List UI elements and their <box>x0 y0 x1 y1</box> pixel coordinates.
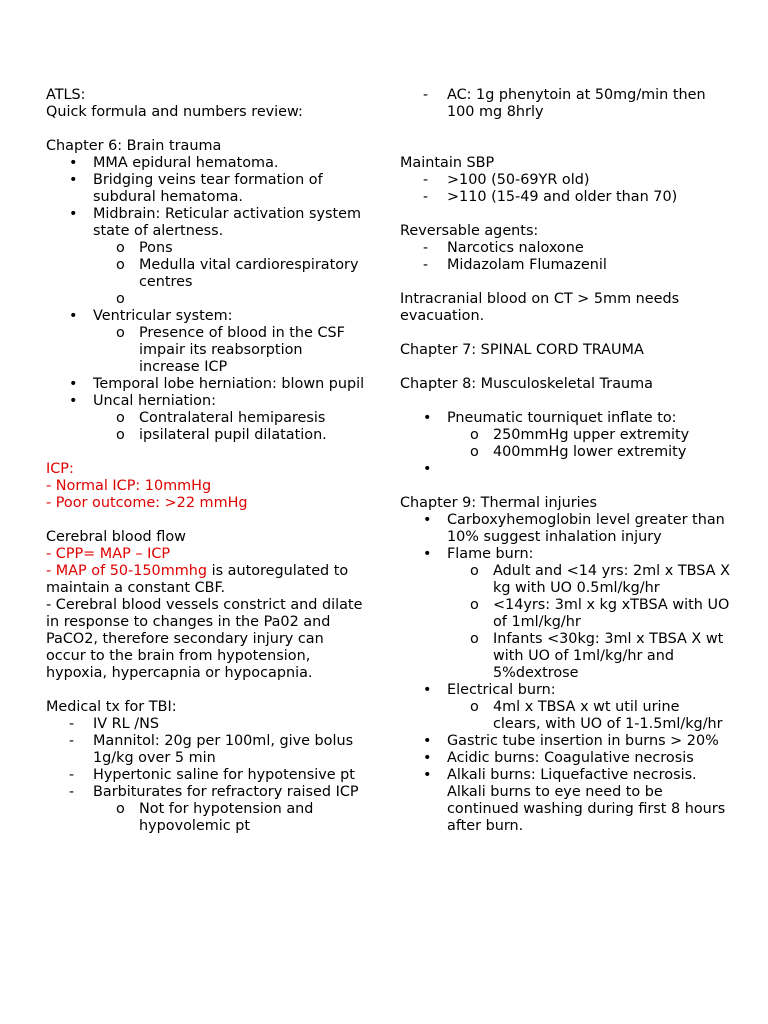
icp-normal: - Normal ICP: 10mmHg <box>46 478 212 494</box>
sub-list-item: o Adult and <14 yrs: 2ml x TBSA X kg with UO 0.5ml/kg/hr <box>470 563 730 596</box>
sub-list-item: o Not for hypotension and hypovolemic pt <box>116 801 314 834</box>
list-item: • Uncal herniation: <box>69 393 216 409</box>
list-item: - AC: 1g phenytoin at 50mg/min then 100 mg 8hrly <box>423 87 706 120</box>
circle-bullet-icon: o <box>116 240 125 256</box>
icp-poor-outcome: - Poor outcome: >22 mmHg <box>46 495 248 511</box>
list-item: • Electrical burn: <box>423 682 556 698</box>
circle-bullet-icon: o <box>116 257 125 273</box>
list-item: • Flame burn: <box>423 546 534 562</box>
bullet-icon: • <box>423 767 432 783</box>
map-autoregulation: - MAP of 50-150mmhg is autoregulated to maintain a constant CBF. <box>46 563 353 596</box>
sub-list-item: o Contralateral hemiparesis <box>116 410 326 426</box>
bullet-icon: • <box>69 155 78 171</box>
bullet-icon: • <box>423 682 432 698</box>
dash-icon: - <box>69 767 75 783</box>
circle-bullet-icon: o <box>470 631 479 647</box>
bullet-icon: • <box>423 546 432 562</box>
sub-list-item: o <14yrs: 3ml x kg xTBSA with UO of 1ml/kg/hr <box>470 597 730 630</box>
chapter-8-heading: Chapter 8: Musculoskeletal Trauma <box>400 376 653 392</box>
bullet-icon: • <box>69 172 78 188</box>
circle-bullet-icon: o <box>116 410 125 426</box>
bullet-icon: • <box>423 750 432 766</box>
sub-list-item: o Infants <30kg: 3ml x TBSA X wt with UO of 1ml/kg/hr and 5%dextrose <box>470 631 724 681</box>
dash-icon: - <box>423 257 429 273</box>
list-item: - Hypertonic saline for hypotensive pt <box>69 767 355 783</box>
list-item: - Barbiturates for refractory raised ICP <box>69 784 359 800</box>
cbf-vessels-text: - Cerebral blood vessels constrict and dilate in response to changes in the Pa02 and PaCO2, therefore secondary injury can occur to the brain from hypotension, hypoxia, hypercapnia or hypocapnia. <box>46 597 367 681</box>
list-item: - >110 (15-49 and older than 70) <box>423 189 678 205</box>
document-title: ATLS: <box>46 87 86 103</box>
sub-list-item: o 400mmHg lower extremity <box>470 444 687 460</box>
bullet-icon: • <box>423 512 432 528</box>
bullet-icon: • <box>69 376 78 392</box>
list-item: • Temporal lobe herniation: blown pupil <box>69 376 365 392</box>
circle-bullet-icon: o <box>116 291 125 307</box>
list-item <box>400 461 730 478</box>
circle-bullet-icon: o <box>470 563 479 579</box>
bullet-icon: • <box>423 733 432 749</box>
list-item: • Carboxyhemoglobin level greater than 10% suggest inhalation injury <box>423 512 725 545</box>
right-column <box>400 87 730 835</box>
circle-bullet-icon: o <box>116 325 125 341</box>
bullet-icon: • <box>69 393 78 409</box>
ct-evacuation-text: Intracranial blood on CT > 5mm needs evacuation. <box>400 291 684 324</box>
bullet-icon: • <box>423 461 432 477</box>
list-item: - Mannitol: 20g per 100ml, give bolus 1g/kg over 5 min <box>69 733 354 766</box>
sub-list-item: o 4ml x TBSA x wt util urine clears, with UO of 1-1.5ml/kg/hr <box>470 699 723 732</box>
list-item: - >100 (50-69YR old) <box>423 172 590 188</box>
list-item: • Acidic burns: Coagulative necrosis <box>423 750 694 766</box>
bullet-icon: • <box>69 206 78 222</box>
sub-list-item: o Pons <box>116 240 173 256</box>
icp-heading: ICP: <box>46 461 74 477</box>
dash-icon: - <box>423 172 429 188</box>
circle-bullet-icon: o <box>470 597 479 613</box>
list-item: - Narcotics naloxone <box>423 240 584 256</box>
sub-list-item: o Presence of blood in the CSF impair its reabsorption increase ICP <box>116 325 345 375</box>
circle-bullet-icon: o <box>470 427 479 443</box>
list-item: • Bridging veins tear formation of subdural hematoma. <box>69 172 323 205</box>
cpp-formula: - CPP= MAP – ICP <box>46 546 171 562</box>
document-subtitle: Quick formula and numbers review: <box>46 104 303 120</box>
dash-icon: - <box>69 733 75 749</box>
dash-icon: - <box>69 784 75 800</box>
sub-list-item: o Medulla vital cardiorespiratory centres <box>116 257 359 290</box>
circle-bullet-icon: o <box>116 801 125 817</box>
dash-icon: - <box>69 716 75 732</box>
sub-list-item: o ipsilateral pupil dilatation. <box>116 427 327 443</box>
chapter-9-heading: Chapter 9: Thermal injuries <box>400 495 598 511</box>
list-item: • Alkali burns: Liquefactive necrosis. Alkali burns to eye need to be continued washing during first 8 hours after burn. <box>423 767 726 834</box>
circle-bullet-icon: o <box>116 427 125 443</box>
reversal-heading: Reversable agents: <box>400 223 539 239</box>
bullet-icon: • <box>423 410 432 426</box>
sub-list-item: o 250mmHg upper extremity <box>470 427 690 443</box>
dash-icon: - <box>423 240 429 256</box>
dash-icon: - <box>423 189 429 205</box>
list-item: - Midazolam Flumazenil <box>423 257 607 273</box>
chapter-7-heading: Chapter 7: SPINAL CORD TRAUMA <box>400 342 644 358</box>
sbp-heading: Maintain SBP <box>400 155 495 171</box>
circle-bullet-icon: o <box>470 699 479 715</box>
tbi-heading: Medical tx for TBI: <box>46 699 177 715</box>
sub-list-item <box>46 291 366 308</box>
circle-bullet-icon: o <box>470 444 479 460</box>
chapter-6-heading: Chapter 6: Brain trauma <box>46 138 222 154</box>
left-column <box>46 87 366 835</box>
list-item: • Ventricular system: <box>69 308 233 324</box>
list-item: • MMA epidural hematoma. <box>69 155 279 171</box>
list-item: • Pneumatic tourniquet inflate to: <box>423 410 677 426</box>
list-item: • Midbrain: Reticular activation system state of alertness. <box>69 206 362 239</box>
cbf-heading: Cerebral blood flow <box>46 529 186 545</box>
list-item: - IV RL /NS <box>69 716 160 732</box>
list-item: • Gastric tube insertion in burns > 20% <box>423 733 719 749</box>
bullet-icon: • <box>69 308 78 324</box>
dash-icon: - <box>423 87 429 103</box>
